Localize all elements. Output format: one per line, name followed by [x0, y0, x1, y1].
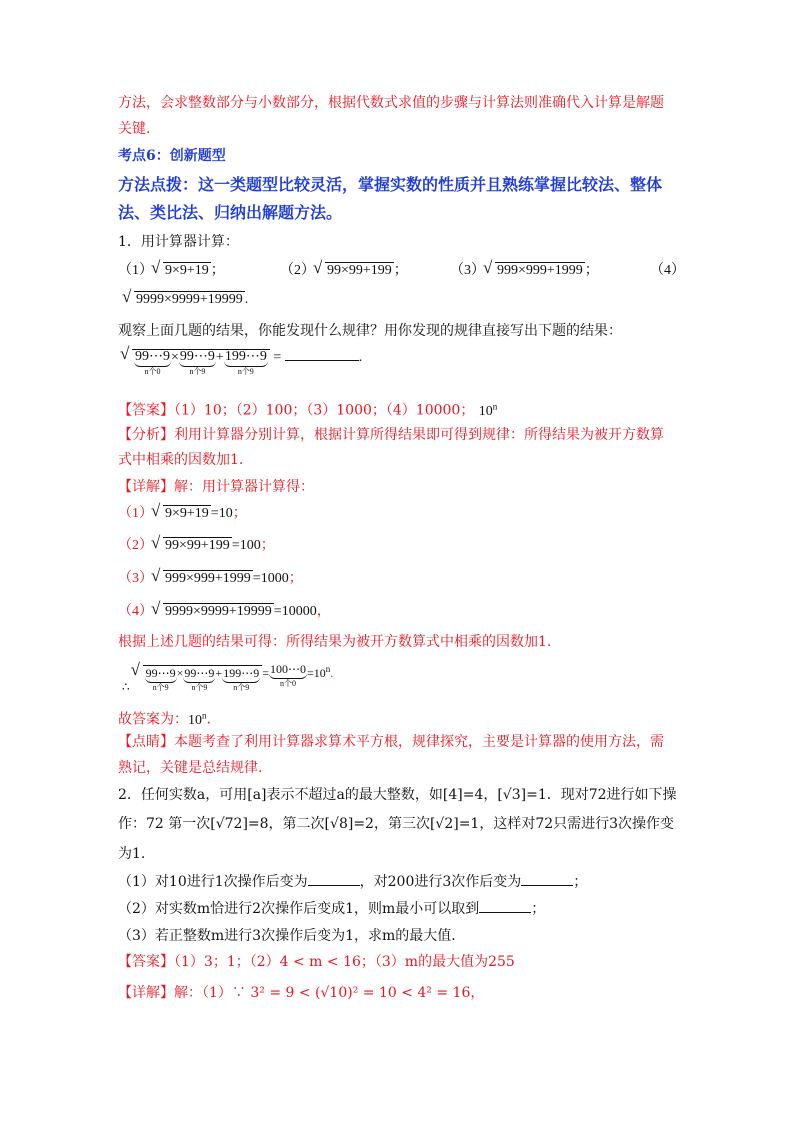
sqrt-icon [124, 291, 245, 309]
question-1-parts: （1）√ 9×9+19 ； [118, 262, 225, 280]
question-2-line-3: 为1. [118, 846, 146, 862]
method-tips-1: 方法点拨：这一类题型比较灵活，掌握实数的性质并且熟练掌握比较法、整体 [118, 175, 663, 194]
sqrt-icon [153, 262, 211, 280]
pattern-expression: √ 99⋯9 n个0 × 99⋯9 n个9 + 199⋯9 n个9 = . [122, 348, 362, 377]
question-2-sub-2: （2）对实数m恰进行2次操作后变成1，则m最小可以取到 ； [118, 901, 546, 917]
question-2-sub-3: （3）若正整数m进行3次操作后变为1，求m的最大值. [118, 928, 456, 944]
answer-1: 【答案】（1）10；（2）100；（3）1000；（4）10000； 10$^n$ [118, 401, 498, 419]
answer-blank [285, 360, 359, 361]
question-2-line-1: 2．任何实数a，可用[a]表示不超过a的最大整数，如[4]=4，[√3]=1．现对72进行如下操 [118, 787, 677, 803]
analysis-1a: 【分析】利用计算器分别计算，根据计算所得结果即可得到规律：所得结果为被开方数算 [118, 427, 664, 443]
sqrt-icon: √ 9×9+19 [153, 505, 211, 523]
part-4-expr: 9999×9999+19999 [136, 292, 243, 307]
intro-line-1: 方法，会求整数部分与小数部分，根据代数式求值的步骤与计算法则准确代入计算是解题 [118, 95, 664, 111]
comment-1a: 【点睛】本题考查了利用计算器求算术平方根，规律探究，主要是计算器的使用方法，需 [118, 734, 664, 750]
detail-step-2: （2）√ 99×99+199 =100； [118, 537, 275, 555]
detail-step-1: （1）√ 9×9+19 =10； [118, 505, 247, 523]
sqrt-icon: √ 99⋯9 n个0 × 99⋯9 n个9 + 199⋯9 n个9 [122, 348, 270, 377]
method-tips-2: 法、类比法、归纳出解题方法。 [118, 203, 343, 222]
part-3-expr: 999×999+1999 [497, 263, 583, 278]
answer-blank [521, 885, 573, 886]
sqrt-icon [485, 262, 585, 280]
part-1-label: （1） [118, 263, 153, 278]
question-1-observe: 观察上面几题的结果，你能发现什么规律？用你发现的规律直接写出下题的结果： [118, 323, 622, 339]
question-1-part-4-label: （4） [650, 263, 685, 278]
final-expression: ∴ √ 99⋯9 n个9 × 99⋯9 n个9 + 199⋯9 n个9 = 100⋯0 n个0 $=10^n$. [122, 660, 333, 693]
question-1-part-3: （3）√ 999×999+1999 ； [450, 262, 599, 280]
intro-line-2: 关键. [118, 121, 151, 137]
question-1-part-4: √ 9999×9999+19999 . [124, 291, 248, 309]
part-2-label: （2） [280, 263, 315, 278]
part-3-label: （3） [450, 263, 485, 278]
detail-2: 【详解】解：（1）∵ 3² = 9 < (√10)² = 10 < 4² = 16， [118, 985, 485, 1001]
answer-blank [308, 885, 360, 886]
question-2-sub-1: （1）对10进行1次操作后变为 ，对200进行3次作后变为 ； [118, 874, 588, 890]
sqrt-icon: √ 999×999+1999 [153, 570, 253, 588]
detail-step-3: （3）√ 999×999+1999 =1000； [118, 570, 303, 588]
question-2-line-2: 作：72 第一次[√72]=8，第二次[√8]=2，第三次[√2]=1，这样对72只需进行3次操作变 [118, 816, 675, 832]
answer-2: 【答案】（1）3；1；（2）4 < m < 16；（3）m的最大值为255 [118, 954, 515, 970]
part-2-expr: 99×99+199 [327, 263, 392, 278]
sqrt-icon: √ 9999×9999+19999 [153, 603, 274, 621]
sqrt-icon: √ 99×99+199 [153, 537, 232, 555]
answer-blank [479, 912, 531, 913]
sqrt-icon [315, 262, 394, 280]
section-heading: 考点6：创新题型 [118, 148, 226, 164]
analysis-1b: 式中相乘的因数加1. [118, 452, 244, 468]
question-1-title: 1．用计算器计算： [118, 234, 239, 250]
comment-1b: 熟记，关键是总结规律. [118, 760, 263, 776]
detail-1: 【详解】解：用计算器计算得： [118, 479, 314, 495]
sqrt-icon: √ 99⋯9 n个9 × 99⋯9 n个9 + 199⋯9 n个9 [133, 664, 263, 693]
detail-step-4: （4）√ 9999×9999+19999 =10000， [118, 603, 331, 621]
so-answer-1: 故答案为：10$^n$. [118, 710, 211, 728]
conclusion-1: 根据上述几题的结果可得：所得结果为被开方数算式中相乘的因数加1. [118, 634, 552, 650]
question-1-part-2: （2）√ 99×99+199 ； [280, 262, 408, 280]
part-1-expr: 9×9+19 [165, 263, 209, 278]
